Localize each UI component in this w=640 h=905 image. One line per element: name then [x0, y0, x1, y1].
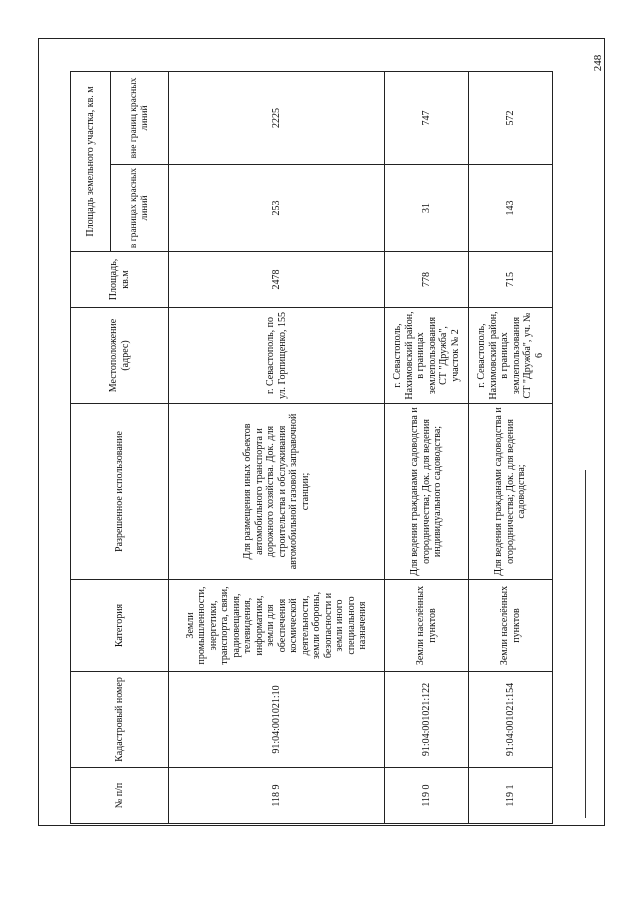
header-cadastral: Кадастровый номер: [71, 672, 169, 768]
header-num: № п/п: [71, 768, 169, 824]
cell-location: г. Севастополь, по ул. Горпищенко, 155: [169, 308, 385, 404]
footer-rule: [585, 470, 586, 818]
cell-category: Земли населённых пунктов: [469, 580, 553, 672]
cell-within: 31: [385, 165, 469, 252]
header-location: Местоположение (адрес): [71, 308, 169, 404]
table-row: [469, 72, 553, 824]
cell-permitted-use: Для ведения гражданами садоводства и огородничества; Док. для ведения садоводства;: [469, 404, 553, 580]
cell-area: 2478: [169, 252, 385, 308]
cell-permitted-use: Для размещения иных объектов автомобильного транспорта и дорожного хозяйства. Док. для строительства и обслуживания автомобильной газовой заправочной станции;: [169, 404, 385, 580]
cell-location: г. Севастополь, Нахимовский район, в границах землепользования СТ "Дружба", уч. № 6: [469, 308, 553, 404]
cell-num: 119 0: [385, 768, 469, 824]
cell-num: 118 9: [169, 768, 385, 824]
cell-outside: 572: [469, 72, 553, 165]
cell-cadastral: 91:04:001021:154: [469, 672, 553, 768]
land-plots-table: [70, 71, 553, 824]
cell-num: 119 1: [469, 768, 553, 824]
header-plot-area: Площадь земельного участка, кв. м: [71, 72, 111, 252]
header-category: Категория: [71, 580, 169, 672]
cell-cadastral: 91:04:001021:122: [385, 672, 469, 768]
cell-outside: 2225: [169, 72, 385, 165]
cell-area: 715: [469, 252, 553, 308]
page-number: 248: [592, 54, 604, 72]
cell-cadastral: 91:04:001021:10: [169, 672, 385, 768]
header-outside: вне границ красных линий: [111, 72, 169, 165]
table-row: [169, 72, 385, 824]
table-row: [385, 72, 469, 824]
cell-permitted-use: Для ведения гражданами садоводства и огородничества; Док. для ведения индивидуального садоводства;: [385, 404, 469, 580]
cell-area: 778: [385, 252, 469, 308]
cell-within: 253: [169, 165, 385, 252]
cell-category: Земли промышленности, энергетики, транспорта, связи, радиовещания, телевидения, информатики, земли для обеспечения космической деятельности, земли обороны, безопасности и земли иного специального назначения: [169, 580, 385, 672]
header-area: Площадь, кв.м: [71, 252, 169, 308]
cell-location: г. Севастополь, Нахимовский район, в границах землепользования СТ "Дружба", участок № 2: [385, 308, 469, 404]
header-permitted-use: Разрешенное использование: [71, 404, 169, 580]
table-container: [70, 72, 552, 824]
cell-within: 143: [469, 165, 553, 252]
cell-category: Земли населённых пунктов: [385, 580, 469, 672]
cell-outside: 747: [385, 72, 469, 165]
header-within: в границах красных линий: [111, 165, 169, 252]
